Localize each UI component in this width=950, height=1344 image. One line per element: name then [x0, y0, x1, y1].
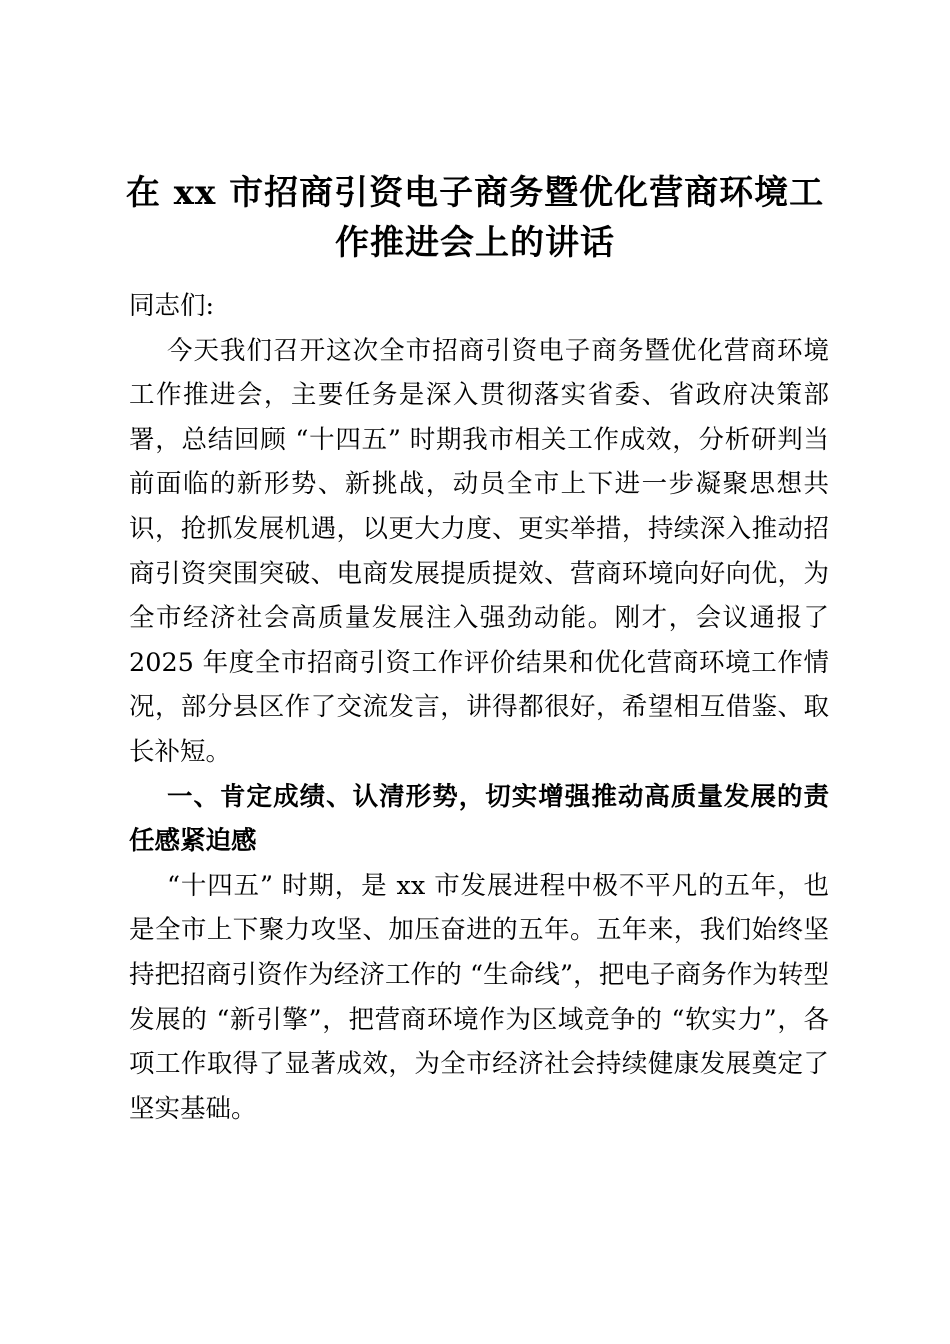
paragraph-intro: 今天我们召开这次全市招商引资电子商务暨优化营商环境工作推进会，主要任务是深入贯彻落实省委、省政府决策部署，总结回顾 “十四五” 时期我市相关工作成效，分析研判当前面临的新形势、新挑战，动员全市上下进一步凝聚思想共识，抢抓发展机遇，以更大力度、更实举措，持续深入推动招商引资突围突破、电商发展提质提效、营商环境向好向优，为全市经济社会高质量发展注入强劲动能。刚才，会议通报了 2025 年度全市招商引资工作评价结果和优化营商环境工作情况，部分县区作了交流发言，讲得都很好，希望相互借鉴、取长补短。: [129, 335, 829, 767]
paragraph-section-1: “十四五” 时期，是 xx 市发展进程中极不平凡的五年，也是全市上下聚力攻坚、加压奋进的五年。五年来，我们始终坚持把招商引资作为经济工作的 “生命线”，把电子商务作为转型发展的 “新引擎”，把营商环境作为区域竞争的 “软实力”，各项工作取得了显著成效，为全市经济社会持续健康发展奠定了坚实基础。: [129, 870, 829, 1124]
document-body: [129, 284, 829, 1131]
section-heading-1: 一、肯定成绩、认清形势，切实增强推动高质量发展的责任感紧迫感: [129, 781, 829, 857]
title-line-1: 在 xx 市招商引资电子商务暨优化营商环境工: [125, 173, 825, 213]
document-title: [110, 168, 840, 268]
title-line-2: 作推进会上的讲话: [335, 223, 615, 263]
salutation: 同志们:: [129, 291, 215, 321]
